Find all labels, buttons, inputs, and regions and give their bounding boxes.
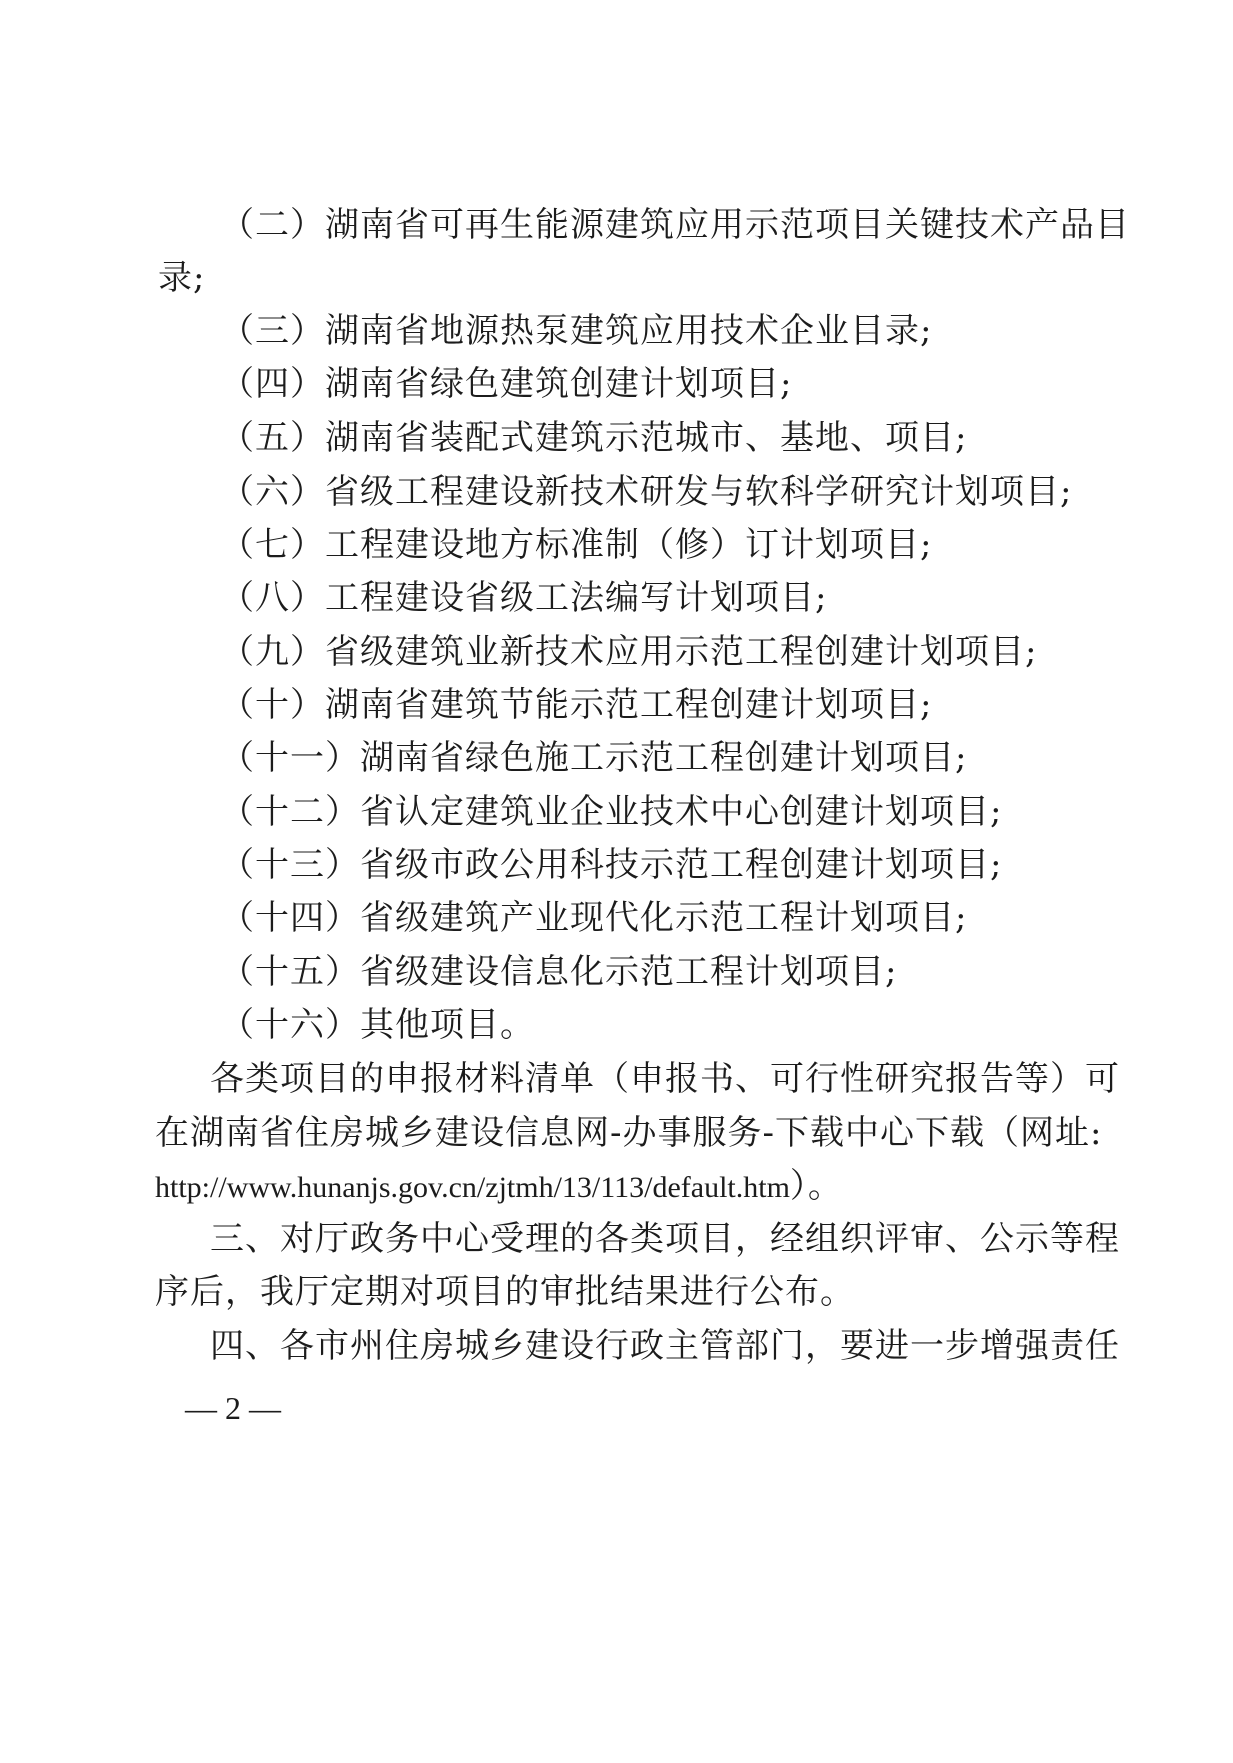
download-url[interactable]: http://www.hunanjs.gov.cn/zjtmh/13/113/default.htm <box>155 1171 790 1204</box>
url-suffix: ）。 <box>789 1166 843 1206</box>
list-item: （十六）其他项目。 <box>220 1005 535 1045</box>
list-item: （二）湖南省可再生能源建筑应用示范项目关键技术产品目 <box>220 205 1130 245</box>
section-three-line: 序后，我厅定期对项目的审批结果进行公布。 <box>155 1272 855 1312</box>
list-item: （五）湖南省装配式建筑示范城市、基地、项目; <box>220 418 968 458</box>
materials-paragraph-line: 在湖南省住房城乡建设信息网-办事服务-下载中心下载（网址: <box>155 1113 1103 1153</box>
list-item: （十五）省级建设信息化示范工程计划项目; <box>220 952 898 992</box>
list-item: （四）湖南省绿色建筑创建计划项目; <box>220 364 793 404</box>
page-number: — 2 — <box>185 1390 281 1426</box>
list-item: （十四）省级建筑产业现代化示范工程计划项目; <box>220 898 968 938</box>
list-item: （十二）省认定建筑业企业技术中心创建计划项目; <box>220 792 1003 832</box>
list-item: （九）省级建筑业新技术应用示范工程创建计划项目; <box>220 632 1038 672</box>
list-item: （六）省级工程建设新技术研发与软科学研究计划项目; <box>220 472 1073 512</box>
section-four-line: 四、各市州住房城乡建设行政主管部门，要进一步增强责任 <box>210 1326 1120 1366</box>
list-item-continuation: 录; <box>158 258 206 298</box>
list-item: （十一）湖南省绿色施工示范工程创建计划项目; <box>220 738 968 778</box>
materials-url-line <box>155 1166 843 1208</box>
list-item: （八）工程建设省级工法编写计划项目; <box>220 578 828 618</box>
list-item: （十）湖南省建筑节能示范工程创建计划项目; <box>220 685 933 725</box>
list-item: （十三）省级市政公用科技示范工程创建计划项目; <box>220 845 1003 885</box>
list-item: （三）湖南省地源热泵建筑应用技术企业目录; <box>220 311 933 351</box>
materials-paragraph-line: 各类项目的申报材料清单（申报书、可行性研究报告等）可 <box>210 1059 1120 1099</box>
list-item: （七）工程建设地方标准制（修）订计划项目; <box>220 525 933 565</box>
section-three-line: 三、对厅政务中心受理的各类项目，经组织评审、公示等程 <box>210 1219 1120 1259</box>
